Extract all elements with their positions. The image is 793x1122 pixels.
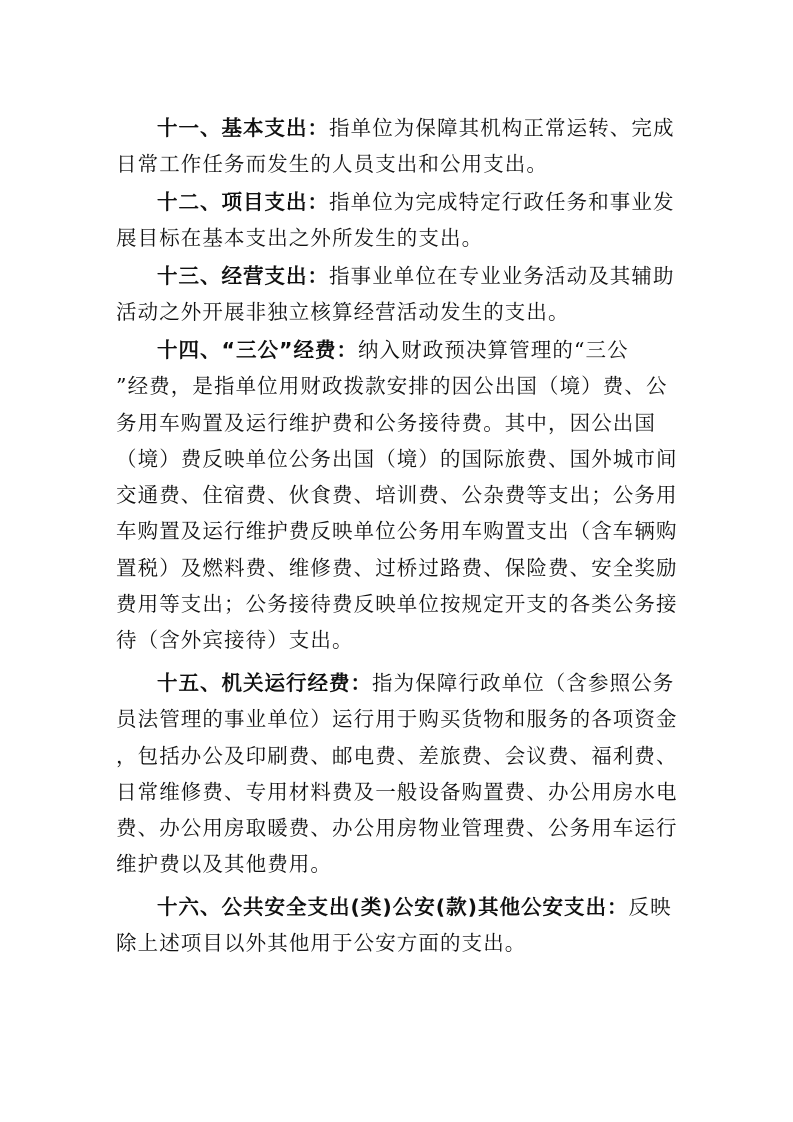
paragraph-line: 费、办公用房取暖费、办公用房物业管理费、公务用车运行 (116, 816, 678, 841)
section-text: 指为保障行政单位（含参照公务 (372, 671, 675, 695)
section-agency-operating-funds (116, 665, 678, 883)
section-text: 反映 (628, 895, 672, 919)
section-text: 纳入财政预决算管理的“三公 (357, 338, 629, 362)
paragraph-line: 务用车购置及运行维护费和公务接待费。其中，因公出国 (116, 410, 656, 435)
paragraph-line: ”经费，是指单位用财政拨款安排的因公出国（境）费、公 (116, 374, 668, 399)
paragraph-line (116, 332, 674, 368)
paragraph-line (116, 258, 674, 294)
section-operating-expenditure (116, 258, 674, 331)
section-heading: 十一、基本支出： (157, 116, 329, 140)
paragraph-line: 日常工作任务而发生的人员支出和公用支出。 (116, 152, 548, 177)
paragraph-line: 维护费以及其他费用。 (116, 852, 332, 877)
paragraph-line (116, 110, 674, 146)
section-heading: 十二、项目支出： (157, 190, 329, 214)
paragraph-line: ，包括办公及印刷费、邮电费、差旅费、会议费、福利费、 (116, 743, 678, 768)
paragraph-line: 除上述项目以外其他用于公安方面的支出。 (116, 931, 527, 956)
paragraph-line: 活动之外开展非独立核算经营活动发生的支出。 (116, 300, 570, 325)
paragraph-line: 费用等支出；公务接待费反映单位按规定开支的各类公务接 (116, 592, 678, 617)
section-project-expenditure (116, 184, 674, 257)
paragraph-line: 置税）及燃料费、维修费、过桥过路费、保险费、安全奖励 (116, 555, 678, 580)
paragraph-line (116, 184, 674, 220)
section-text: 指事业单位在专业业务活动及其辅助 (329, 264, 675, 288)
section-heading: 十六、公共安全支出(类)公安(款)其他公安支出： (157, 895, 629, 919)
section-text: 指单位为完成特定行政任务和事业发 (329, 190, 675, 214)
section-heading: 十三、经营支出： (157, 264, 329, 288)
paragraph-line: 待（含外宾接待）支出。 (116, 628, 354, 653)
paragraph-line: 日常维修费、专用材料费及一般设备购置费、办公用房水电 (116, 779, 678, 804)
section-heading: 十四、“三公”经费： (157, 338, 358, 362)
paragraph-line: 车购置及运行维护费反映单位公务用车购置支出（含车辆购 (116, 519, 678, 544)
paragraph-line: 员法管理的事业单位）运行用于购买货物和服务的各项资金 (116, 707, 678, 732)
paragraph-line: 交通费、住宿费、伙食费、培训费、公杂费等支出；公务用 (116, 483, 678, 508)
section-heading: 十五、机关运行经费： (157, 671, 372, 695)
section-basic-expenditure (116, 110, 674, 183)
section-text: 指单位为保障其机构正常运转、完成 (329, 116, 675, 140)
section-public-security-other (116, 889, 674, 962)
paragraph-line (116, 665, 674, 701)
paragraph-line: 展目标在基本支出之外所发生的支出。 (116, 226, 484, 251)
paragraph-line: （境）费反映单位公务出国（境）的国际旅费、国外城市间 (116, 446, 678, 471)
paragraph-line (116, 889, 674, 925)
section-three-public-expenses (116, 332, 678, 659)
